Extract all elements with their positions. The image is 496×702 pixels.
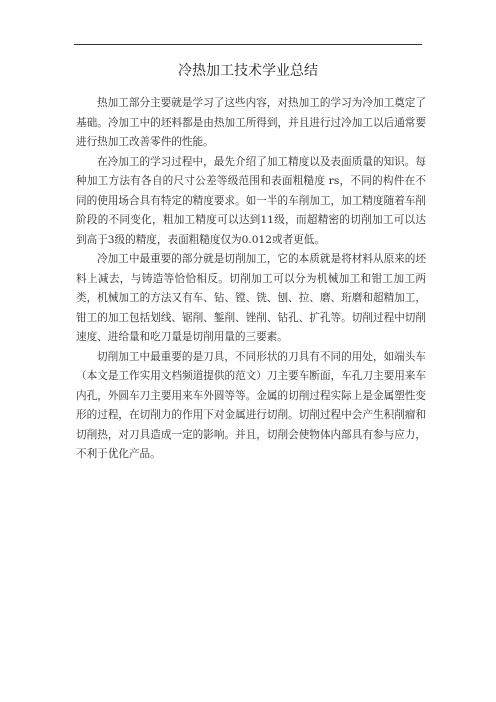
paragraph-2: 在冷加工的学习过程中，最先介绍了加工精度以及表面质量的知识。每种加工方法有各自的尺寸公差等级范围和表面粗糙度 rs，不同的构件在不同的使用场合具有特定的精度要求。如一半的车削加工，加工精度随着车削阶段的不同变化，粗加工精度可以达到11级，而超精密的切削加工可以达到高于3级的精度，表面粗糙度仅为0.012或者更低。: [76, 155, 426, 246]
document-body: [76, 94, 426, 465]
paragraph-4: 切削加工中最重要的是刀具，不同形状的刀具有不同的用处，如端头车（本文是工作实用文档频道提供的范文）刀主要车断面，车孔刀主要用来车内孔，外圆车刀主要用来车外圆等等。金属的切削过程实际上是金属塑性变形的过程，在切削力的作用下对金属进行切削。切削过程中会产生积削瘤和切削热，对刀具造成一定的影响。并且，切削会使物体内部具有参与应力，不利于优化产品。: [76, 350, 426, 460]
header-rule: [74, 44, 422, 45]
document-title: 冷热加工技术学业总结: [178, 63, 318, 79]
paragraph-3: 冷加工中最重要的部分就是切削加工，它的本质就是将材料从原来的坯料上减去，与铸造等恰恰相反。切削加工可以分为机械加工和钳工加工两类，机械加工的方法又有车、钻、镗、铣、刨、拉、磨、珩磨和超精加工，钳工的加工包括划线、锯削、錾削、锉削、钻孔、扩孔等。切削过程中切削速度、进给量和吃刀量是切削用量的三要素。: [76, 253, 426, 343]
paragraph-1: 热加工部分主要就是学习了这些内容，对热加工的学习为冷加工奠定了基础。冷加工中的坯料都是由热加工所得到，并且进行过冷加工以后通常要进行热加工改善零件的性能。: [76, 97, 426, 148]
